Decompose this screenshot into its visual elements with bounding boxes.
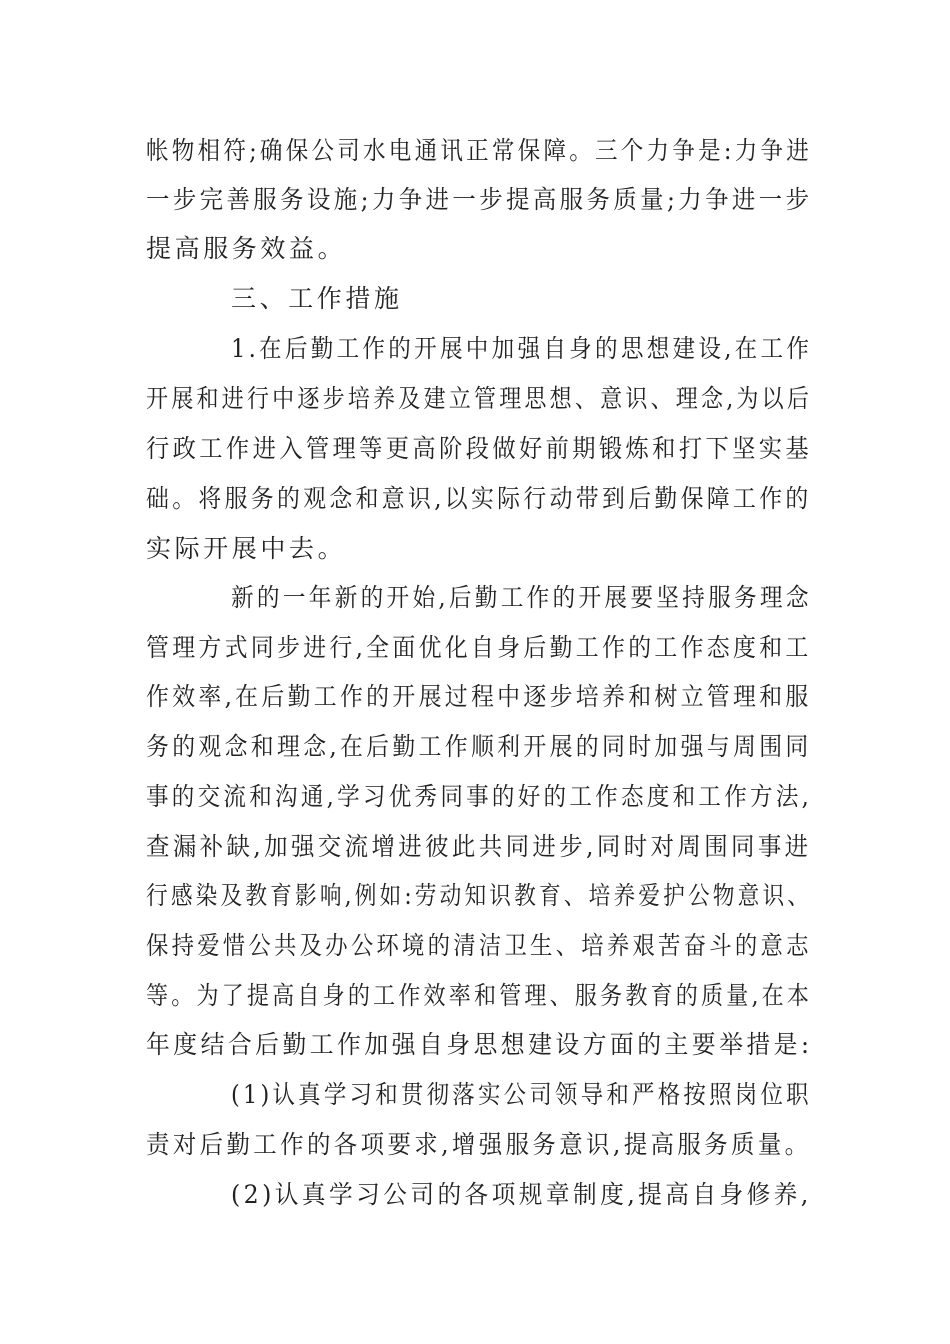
text-line: 责对后勤工作的各项要求,增强服务意识,提高服务质量。 (146, 1130, 812, 1159)
text-line: 新的一年新的开始,后勤工作的开展要坚持服务理念 (231, 583, 812, 612)
text-line: 务的观念和理念,在后勤工作顺利开展的同时加强与周围同 (146, 732, 812, 761)
list-item: (2)认真学习公司的各项规章制度,提高自身修养, (231, 1180, 812, 1209)
text-line: 实际开展中去。 (146, 534, 347, 563)
list-item: (1)认真学习和贯彻落实公司领导和严格按照岗位职 (231, 1080, 812, 1109)
text-line: 一步完善服务设施;力争进一步提高服务质量;力争进一步 (146, 185, 813, 214)
text-line: 1.在后勤工作的开展中加强自身的思想建设,在工作 (231, 334, 813, 363)
text-line: 年度结合后勤工作加强自身思想建设方面的主要举措是: (146, 1030, 813, 1059)
text-line: 础。将服务的观念和意识,以实际行动带到后勤保障工作的 (146, 484, 812, 513)
text-line: 事的交流和沟通,学习优秀同事的好的工作态度和工作方法, (146, 782, 813, 811)
text-line: 行感染及教育影响,例如:劳动知识教育、培养爱护公物意识、 (146, 881, 813, 910)
text-line: 等。为了提高自身的工作效率和管理、服务教育的质量,在本 (146, 981, 813, 1010)
text-line: 作效率,在后勤工作的开展过程中逐步培养和树立管理和服 (146, 682, 812, 711)
text-line: 行政工作进入管理等更高阶段做好前期锻炼和打下坚实基 (146, 434, 813, 463)
text-line: 提高服务效益。 (146, 234, 347, 263)
text-line: 帐物相符;确保公司水电通讯正常保障。三个力争是:力争进 (146, 136, 813, 165)
text-line: 保持爱惜公共及办公环境的清洁卫生、培养艰苦奋斗的意志 (146, 931, 812, 960)
text-line: 开展和进行中逐步培养及建立管理思想、意识、理念,为以后 (146, 384, 813, 413)
text-line: 管理方式同步进行,全面优化自身后勤工作的工作态度和工 (146, 633, 812, 662)
section-heading: 三、工作措施 (231, 284, 403, 313)
text-line: 查漏补缺,加强交流增进彼此共同进步,同时对周围同事进 (146, 832, 812, 861)
